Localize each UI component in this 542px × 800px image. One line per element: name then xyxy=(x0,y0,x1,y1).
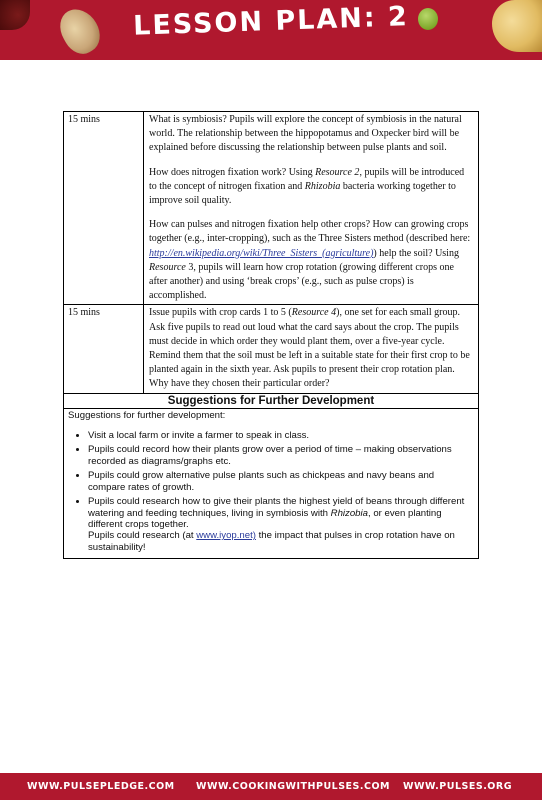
text-span: ) help the soil? Using xyxy=(373,247,459,259)
footer-link-pulses[interactable]: WWW.PULSES.ORG xyxy=(403,781,512,792)
list-item: • Visit a local farm or invite a farmer to speak in class. xyxy=(88,430,474,441)
resource-ref: Resource xyxy=(149,261,186,273)
footer-banner xyxy=(0,773,542,800)
activity-paragraph xyxy=(149,166,473,209)
list-item xyxy=(88,496,474,553)
text-span: bacteria working together to improve soil quality. xyxy=(149,180,456,207)
table-row xyxy=(64,305,478,393)
activity-cell xyxy=(144,305,478,392)
list-item-continuation xyxy=(88,530,474,553)
development-section xyxy=(64,409,478,558)
text-span: 3, pupils will learn how crop rotation (growing different crops one after another) and using ‘break crops’ (e.g., such as pulse crops) is accomplished. xyxy=(149,261,454,302)
activity-paragraph xyxy=(149,306,473,391)
development-heading: Suggestions for Further Development xyxy=(64,394,478,409)
species-name: Rhizobia xyxy=(304,180,341,192)
header-banner xyxy=(0,0,542,60)
wikipedia-link[interactable]: http://en.wikipedia.org/wiki/Three_Sisters_(agriculture) xyxy=(149,247,374,259)
list-item: • Pupils could grow alternative pulse plants such as chickpeas and navy beans and compare rates of growth. xyxy=(88,470,474,493)
table-row xyxy=(64,112,478,305)
lesson-plan-table xyxy=(63,111,479,559)
resource-ref: Resource 2 xyxy=(315,166,360,178)
activity-paragraph: What is symbiosis? Pupils will explore the concept of symbiosis in the natural world. The relationship between the hippopotamus and Oxpecker bird will be explained before discussing the relationship between pulse plants and soil. xyxy=(149,114,462,154)
text-span: the impact that pulses in crop rotation have on sustainability! xyxy=(88,530,455,553)
time-cell: 15 mins xyxy=(64,112,144,304)
text-span: , pupils will be introduced to the concept of nitrogen fixation and xyxy=(149,166,465,192)
resource-ref: Resource 4 xyxy=(291,307,337,319)
species-name: Rhizobia xyxy=(330,507,368,519)
development-list xyxy=(68,430,474,553)
text-span: Pupils could research (at xyxy=(88,530,197,542)
text-span: , or even planting different crops together. xyxy=(88,507,442,530)
activity-paragraph xyxy=(149,218,473,303)
activity-cell xyxy=(144,112,478,304)
text-span: ), one set for each small group. Ask five pupils to read out loud what the card says about the crop. The pupils must decide in which order they would plant them, over a five-year cycle. Remind them that the soil must be left in a suitable state for their first crop to be planted again in the sixth year. Ask pupils to present their crop rotation plan. Why have they chosen their particular order? xyxy=(149,307,470,390)
footer-link-cookingwithpulses[interactable]: WWW.COOKINGWITHPULSES.COM xyxy=(196,781,390,792)
development-intro: Suggestions for further development: xyxy=(68,409,226,421)
page-title: LESSON PLAN: 2 xyxy=(132,1,410,42)
time-cell: 15 mins xyxy=(64,305,144,392)
iyop-link[interactable]: www.iyop.net) xyxy=(196,530,256,542)
text-span: Issue pupils with crop cards 1 to 5 ( xyxy=(149,307,292,319)
text-span: How does nitrogen fixation work? Using xyxy=(149,166,316,178)
footer-link-pulsepledge[interactable]: WWW.PULSEPLEDGE.COM xyxy=(27,781,175,792)
list-item: • Pupils could record how their plants grow over a period of time – making observations recorded as diagrams/graphs etc. xyxy=(88,444,474,467)
text-span: Pupils could research how to give their plants the highest yield of beans through different watering and feeding techniques, living in symbiosis with xyxy=(88,496,465,519)
text-span: How can pulses and nitrogen fixation help other crops? How can growing crops together (e.g., inter-cropping), such as the Three Sisters method (described here: xyxy=(149,219,471,245)
